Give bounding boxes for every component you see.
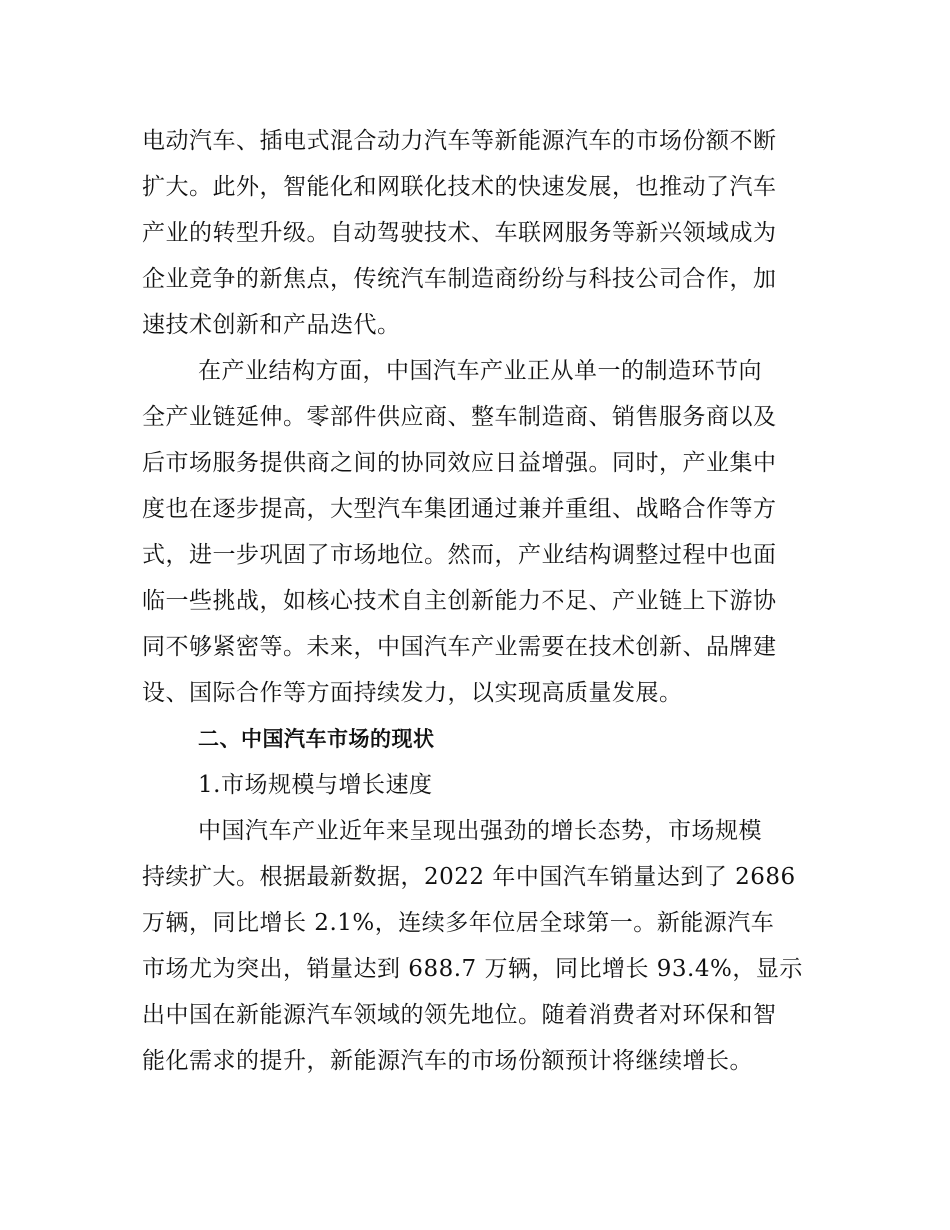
- text-line: 度也在逐步提高，大型汽车集团通过兼并重组、战略合作等方: [142, 496, 777, 522]
- text-line: 扩大。此外，智能化和网联化技术的快速发展，也推动了汽车: [142, 174, 777, 200]
- text-line: 企业竞争的新焦点，传统汽车制造商纷纷与科技公司合作，加: [142, 266, 777, 292]
- text-line: 万辆，同比增长 2.1%，连续多年位居全球第一。新能源汽车: [142, 910, 775, 936]
- text-line: 后市场服务提供商之间的协同效应日益增强。同时，产业集中: [142, 450, 777, 476]
- text-line: 产业的转型升级。自动驾驶技术、车联网服务等新兴领域成为: [142, 220, 777, 246]
- text-line: 出中国在新能源汽车领域的领先地位。随着消费者对环保和智: [142, 1002, 777, 1028]
- text-line: 能化需求的提升，新能源汽车的市场份额预计将继续增长。: [142, 1048, 753, 1074]
- text-line: 全产业链延伸。零部件供应商、整车制造商、销售服务商以及: [142, 404, 777, 430]
- text-line: 临一些挑战，如核心技术自主创新能力不足、产业链上下游协: [142, 588, 777, 614]
- text-line: 同不够紧密等。未来，中国汽车产业需要在技术创新、品牌建: [142, 634, 777, 660]
- text-line: 市场尤为突出，销量达到 688.7 万辆，同比增长 93.4%，显示: [142, 956, 803, 982]
- document-body: [142, 118, 812, 1084]
- paragraph-ev-market: [142, 118, 812, 348]
- section-heading: 二、中国汽车市场的现状: [198, 727, 435, 751]
- text-line: 在产业结构方面，中国汽车产业正从单一的制造环节向: [198, 358, 762, 384]
- text-line: 式，进一步巩固了市场地位。然而，产业结构调整过程中也面: [142, 542, 777, 568]
- paragraph-market-scale: [142, 808, 812, 1084]
- paragraph-industry-structure: [142, 348, 812, 716]
- subsection-heading: 1.市场规模与增长速度: [198, 772, 433, 798]
- text-line: 速技术创新和产品迭代。: [142, 312, 401, 338]
- text-line: 持续扩大。根据最新数据，2022 年中国汽车销量达到了 2686: [142, 864, 796, 890]
- text-line: 中国汽车产业近年来呈现出强劲的增长态势，市场规模: [198, 818, 762, 844]
- text-line: 电动汽车、插电式混合动力汽车等新能源汽车的市场份额不断: [142, 128, 777, 154]
- text-line: 设、国际合作等方面持续发力，以实现高质量发展。: [142, 680, 683, 706]
